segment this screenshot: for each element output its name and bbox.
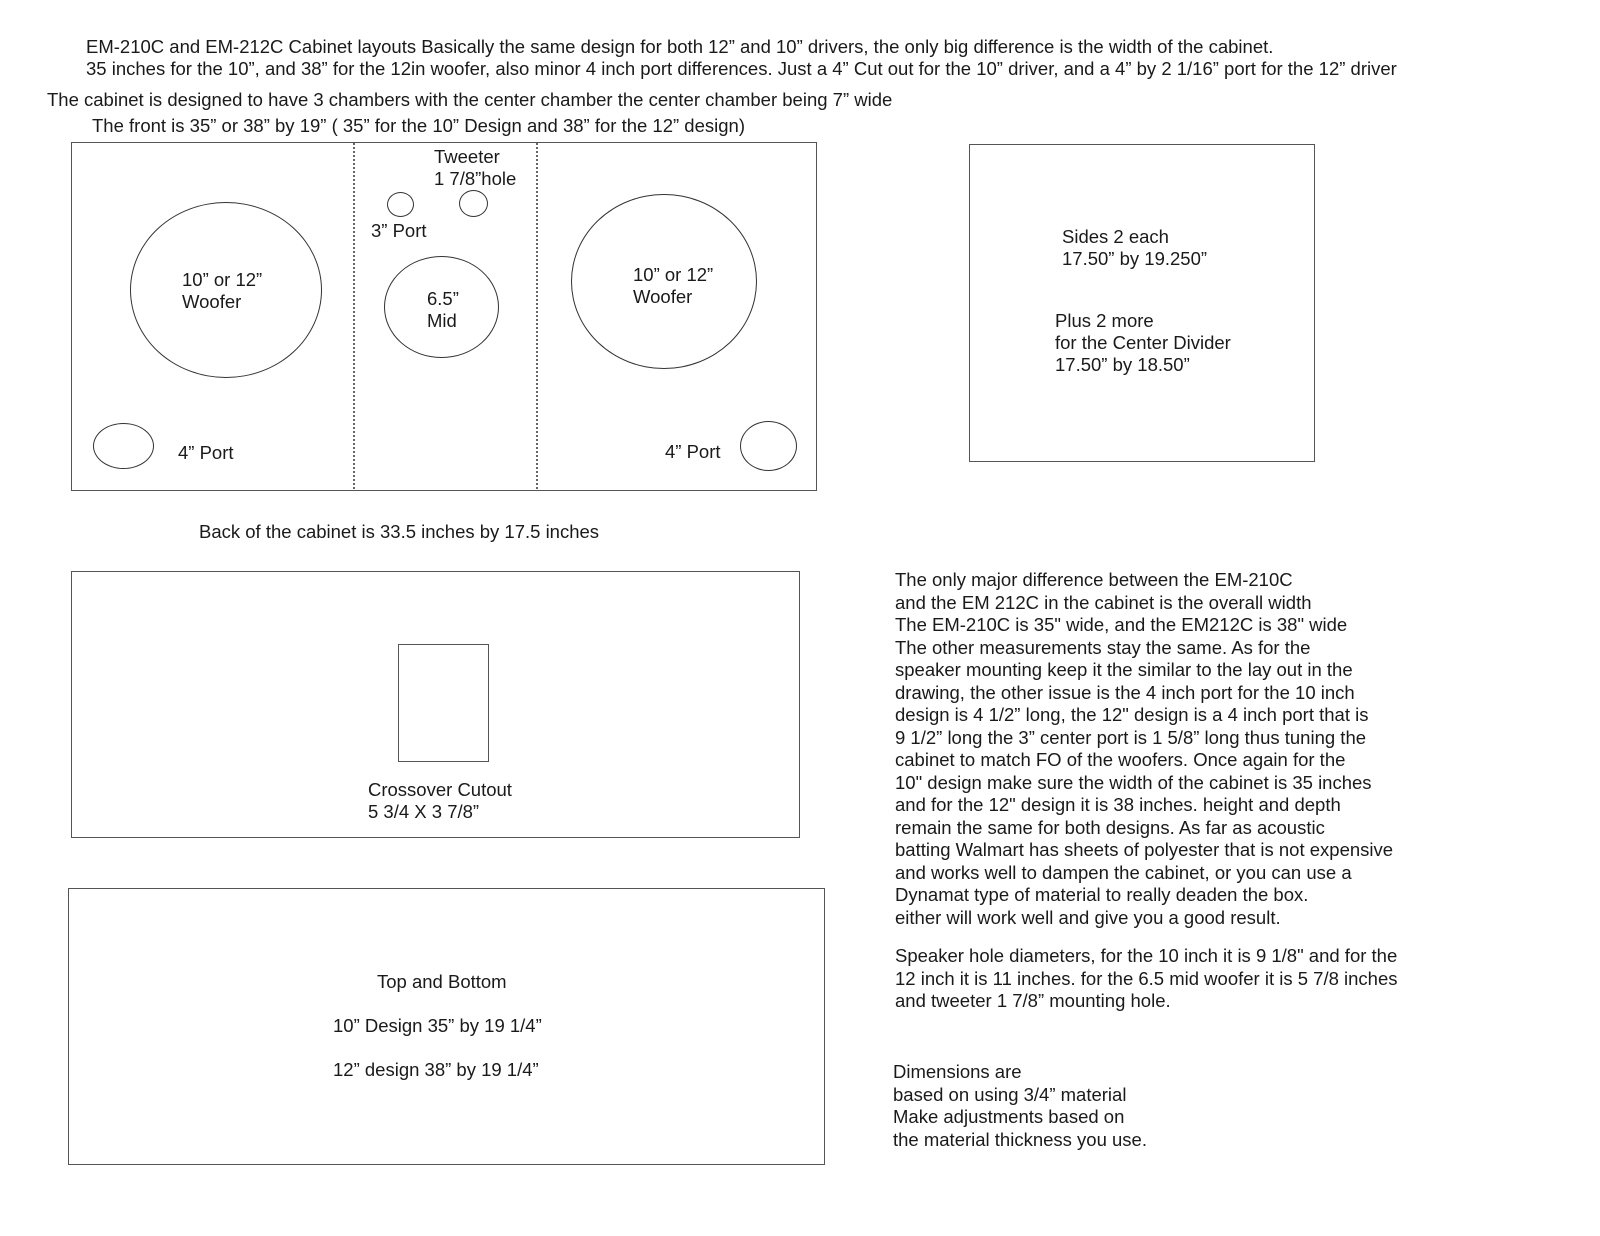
port-4in-left-label: 4” Port <box>178 442 234 463</box>
header-line-2: 35 inches for the 10”, and 38” for the 12in woofer, also minor 4 inch port differences. Just a 4” Cut out for the 10” driver, and a 4” by 2 1/16” port for the 12” driver <box>86 58 1397 79</box>
note-line: Dynamat type of material to really deaden the box. <box>895 884 1309 905</box>
note-line: Make adjustments based on <box>893 1106 1125 1127</box>
note-line: and tweeter 1 7/8” mounting hole. <box>895 990 1171 1011</box>
header-line-3: The cabinet is designed to have 3 chambers with the center chamber the center chamber being 7” wide <box>47 89 893 110</box>
note-line: the material thickness you use. <box>893 1128 1147 1150</box>
tweeter-label: Tweeter <box>434 146 500 167</box>
notes-paragraph-1 <box>895 569 1393 929</box>
sides-panel <box>969 144 1315 462</box>
note-line: based on using 3/4” material <box>893 1083 1127 1105</box>
note-line: Speaker hole diameters, for the 10 inch it is 9 1/8" and for the <box>895 945 1398 966</box>
note-line: The only major difference between the EM-210C <box>895 569 1293 590</box>
crossover-label-2: 5 3/4 X 3 7/8” <box>368 801 480 822</box>
sides-label-1: Sides 2 each <box>1062 226 1169 247</box>
woofer-right-label-2: Woofer <box>633 286 693 307</box>
note-line: Dimensions are <box>893 1061 1022 1082</box>
note-line: drawing, the other issue is the 4 inch port for the 10 inch <box>895 681 1355 703</box>
note-line: and for the 12" design it is 38 inches. height and depth <box>895 794 1341 815</box>
port-3in-label: 3” Port <box>371 220 427 241</box>
note-line: 10" design make sure the width of the cabinet is 35 inches <box>895 771 1372 793</box>
note-line: 12 inch it is 11 inches. for the 6.5 mid woofer it is 5 7/8 inches <box>895 967 1398 989</box>
port-4in-right-label: 4” Port <box>665 441 721 462</box>
top-bottom-title: Top and Bottom <box>377 971 507 992</box>
notes-paragraph-3 <box>893 1061 1147 1151</box>
back-panel-title: Back of the cabinet is 33.5 inches by 17.5 inches <box>199 521 600 542</box>
tweeter-hole-label: 1 7/8”hole <box>434 168 517 189</box>
chamber-divider-left <box>353 143 355 489</box>
note-line: The other measurements stay the same. As for the <box>895 636 1311 658</box>
note-line: either will work well and give you a good result. <box>895 906 1281 928</box>
divider-label-3: 17.50” by 18.50” <box>1055 354 1190 375</box>
tweeter-hole <box>459 190 488 217</box>
mid-label-1: 6.5” <box>427 288 459 309</box>
note-line: The EM-210C is 35" wide, and the EM212C is 38" wide <box>895 614 1348 635</box>
design-10-dims: 10” Design 35” by 19 1/4” <box>333 1015 542 1036</box>
note-line: cabinet to match FO of the woofers. Once again for the <box>895 749 1346 770</box>
mid-label-2: Mid <box>427 310 457 331</box>
crossover-cutout <box>398 644 489 762</box>
woofer-left-label-2: Woofer <box>182 291 242 312</box>
note-line: remain the same for both designs. As far as acoustic <box>895 816 1325 838</box>
header-line-4: The front is 35” or 38” by 19” ( 35” for the 10” Design and 38” for the 12” design) <box>92 115 745 136</box>
port-4in-left-hole <box>93 423 154 469</box>
sides-label-2: 17.50” by 19.250” <box>1062 248 1208 269</box>
divider-label-1: Plus 2 more <box>1055 310 1154 331</box>
divider-label-2: for the Center Divider <box>1055 332 1231 353</box>
woofer-left-label-1: 10” or 12” <box>182 269 263 290</box>
header-line-1: EM-210C and EM-212C Cabinet layouts Basically the same design for both 12” and 10” drivers, the only big difference is the width of the cabinet. <box>86 36 1274 57</box>
design-12-dims: 12” design 38” by 19 1/4” <box>333 1059 539 1080</box>
note-line: and the EM 212C in the cabinet is the overall width <box>895 591 1312 613</box>
note-line: design is 4 1/2” long, the 12" design is a 4 inch port that is <box>895 704 1369 725</box>
chamber-divider-right <box>536 143 538 489</box>
notes-paragraph-2 <box>895 945 1398 1013</box>
woofer-right-label-1: 10” or 12” <box>633 264 714 285</box>
port-4in-right-hole <box>740 421 797 471</box>
note-line: and works well to dampen the cabinet, or you can use a <box>895 861 1352 883</box>
note-line: speaker mounting keep it the similar to the lay out in the <box>895 659 1353 680</box>
crossover-label-1: Crossover Cutout <box>368 779 512 800</box>
port-3in-hole <box>387 192 414 217</box>
note-line: 9 1/2” long the 3” center port is 1 5/8” long thus tuning the <box>895 726 1367 748</box>
note-line: batting Walmart has sheets of polyester that is not expensive <box>895 839 1394 860</box>
